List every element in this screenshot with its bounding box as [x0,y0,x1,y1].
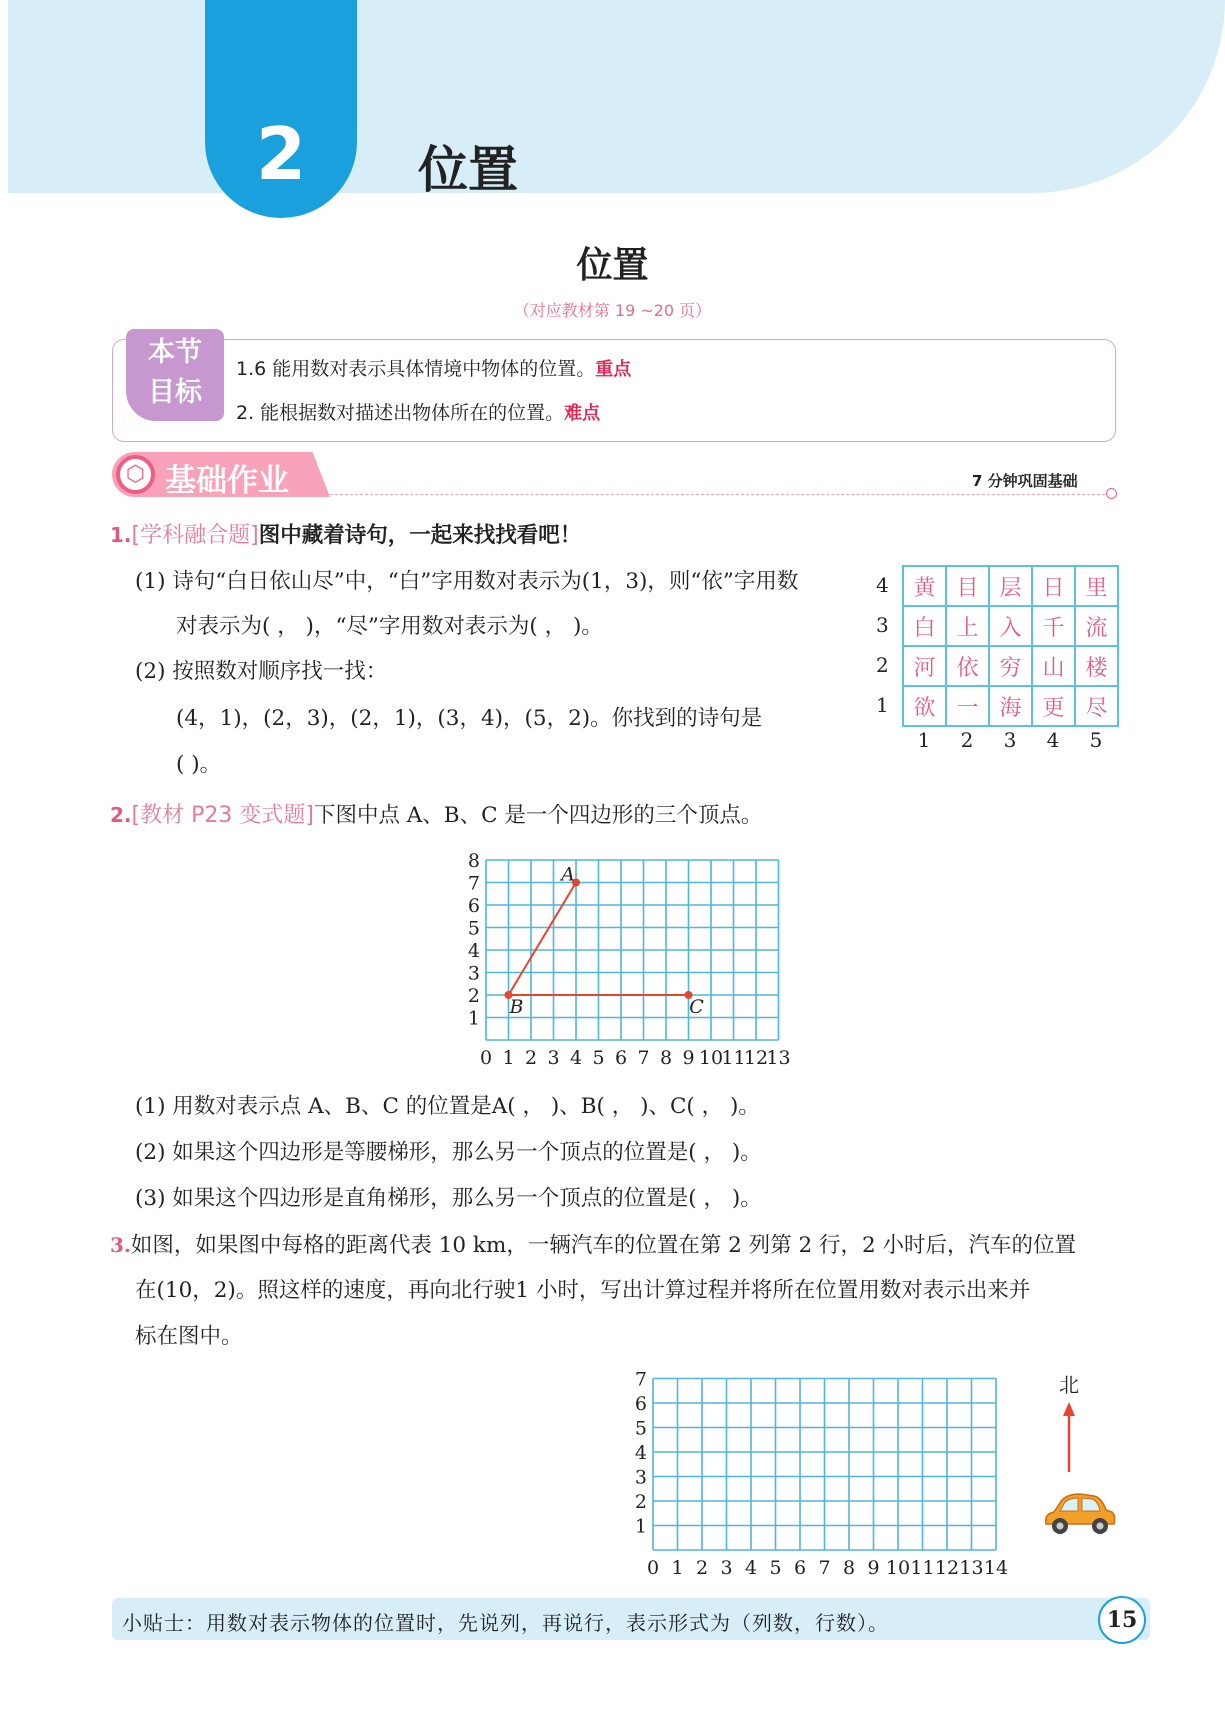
x-tick-label: 11 [721,1047,746,1069]
lesson-reference: （对应教材第 19 ~20 页） [513,301,712,320]
chapter-title: 位置 [418,141,518,199]
question-3-line2: 在(10，2)。照这样的速度，再向北行驶1 小时，写出计算过程并将所在位置用数对表示出来并 [135,1278,1031,1303]
x-tick-label: 7 [637,1047,650,1069]
poem-cell: 白 [903,606,946,646]
coordinate-grid-q2 [460,845,805,1070]
poem-x-label: 1 [917,728,931,752]
question-prompt: 下图中点 A、B、C 是一个四边形的三个顶点。 [313,803,763,828]
poem-row [903,566,1118,606]
poem-x-label: 2 [960,728,974,752]
poem-y-label: 1 [876,693,889,717]
y-tick-label: 3 [467,962,480,985]
y-tick-label: 6 [634,1393,647,1415]
y-tick-label: 5 [634,1417,647,1440]
goal-item [236,354,631,381]
x-tick-label: 9 [867,1557,880,1579]
x-tick-label: 13 [766,1047,791,1069]
x-tick-label: 8 [659,1047,673,1069]
q1-part2-line3: ( )。 [176,752,222,777]
y-tick-label: 5 [467,917,480,940]
section-divider [320,494,1110,495]
y-tick-label: 1 [634,1515,647,1538]
poem-cell: 黄 [903,566,946,606]
goals-badge-line2: 目标 [148,377,202,408]
x-tick-label: 10 [698,1047,724,1069]
x-tick-label: 14 [983,1557,1009,1579]
x-tick-label: 0 [646,1557,660,1579]
x-tick-label: 5 [769,1557,782,1579]
north-arrowhead-icon [1063,1402,1075,1416]
x-tick-label: 3 [720,1557,733,1579]
poem-cell: 依 [946,646,989,686]
poem-cell: 楼 [1075,646,1118,686]
poem-cell: 入 [989,606,1032,646]
poem-x-label: 5 [1089,728,1103,752]
poem-y-label: 2 [876,653,889,677]
poem-cell: 日 [1032,566,1075,606]
x-tick-label: 9 [682,1047,695,1069]
page-number: 15 [1098,1596,1146,1644]
x-tick-label: 1 [671,1557,684,1579]
q1-part2-line2: (4，1)，(2，3)，(2，1)，(3，4)，(5，2)。你找到的诗句是 [176,706,763,731]
goal-item [236,398,600,425]
question-text: 如图，如果图中每格的距离代表 10 km，一辆汽车的位置在第 2 列第 2 行，2 小时后，汽车的位置 [130,1233,1077,1258]
poem-y-axis [876,565,896,725]
x-tick-label: 11 [910,1557,935,1579]
poem-cell: 千 [1032,606,1075,646]
section-title: 基础作业 [165,463,289,499]
tip-text: 小贴士：用数对表示物体的位置时，先说列，再说行，表示形式为（列数，行数）。 [122,1611,889,1635]
coordinate-grid-q3 [628,1368,1048,1580]
car-icon [1040,1488,1118,1538]
question-number: 1. [110,523,132,547]
point-label: C [689,996,704,1018]
poem-y-label: 3 [876,613,889,637]
section-note: 7 分钟巩固基础 [972,472,1078,490]
goal-tag: 重点 [595,359,632,380]
q1-part2-line1: (2) 按照数对顺序找一找： [135,659,388,684]
x-tick-label: 1 [502,1047,515,1069]
x-tick-label: 13 [959,1557,984,1579]
x-tick-label: 4 [744,1557,758,1579]
cube-icon: ⬡ [116,455,155,494]
goals-badge [126,329,224,421]
x-tick-label: 7 [818,1557,831,1579]
q2-sub1: (1) 用数对表示点 A、B、C 的位置是A( ， )、B( ， )、C( ， )。 [135,1094,760,1119]
y-tick-label: 4 [467,940,480,962]
poem-row [903,646,1118,686]
y-tick-label: 7 [634,1368,647,1391]
poem-cell: 尽 [1075,686,1118,726]
y-tick-label: 2 [634,1491,647,1513]
section-divider-end [1106,488,1117,499]
poem-row [903,686,1118,726]
y-tick-label: 1 [467,1007,480,1030]
poem-cell: 里 [1075,566,1118,606]
goal-text: 2. 能根据数对描述出物体所在的位置。 [236,402,565,424]
y-tick-label: 6 [467,895,480,917]
q1-part1-line1: (1) 诗句“白日依山尽”中，“白”字用数对表示为(1，3)，则“依”字用数 [135,569,799,594]
point-label: B [509,996,524,1018]
x-tick-label: 5 [592,1047,605,1069]
y-tick-label: 7 [467,872,480,895]
question-1-heading [110,520,581,551]
question-tag: [教材 P23 变式题] [131,803,314,828]
edge-line [509,883,577,996]
poem-cell: 穷 [989,646,1032,686]
poem-x-label: 4 [1046,728,1060,752]
poem-cell: 目 [946,566,989,606]
x-tick-label: 8 [842,1557,856,1579]
x-tick-label: 4 [569,1047,583,1069]
poem-cell: 海 [989,686,1032,726]
question-3-line3: 标在图中。 [135,1324,243,1349]
goals-badge-line1: 本节 [148,337,202,368]
question-prompt: 图中藏着诗句，一起来找找看吧！ [258,523,582,548]
poem-cell: 河 [903,646,946,686]
q1-part1-line2: 对表示为( ， )，“尽”字用数对表示为( ， )。 [176,614,603,639]
poem-cell: 欲 [903,686,946,726]
y-tick-label: 3 [634,1466,647,1489]
north-label: 北 [1059,1373,1079,1397]
y-tick-label: 8 [467,850,480,872]
poem-cell: 更 [1032,686,1075,726]
goal-text: 1.6 能用数对表示具体情境中物体的位置。 [236,358,596,380]
question-number: 2. [110,803,132,827]
poem-table [902,565,1119,727]
x-tick-label: 6 [614,1047,628,1069]
x-tick-label: 0 [479,1047,493,1069]
poem-cell: 山 [1032,646,1075,686]
poem-y-label: 4 [876,573,889,597]
question-2-heading [110,800,762,831]
q2-sub2: (2) 如果这个四边形是等腰梯形，那么另一个顶点的位置是( ， )。 [135,1140,762,1165]
poem-cell: 一 [946,686,989,726]
y-tick-label: 4 [634,1442,647,1464]
chapter-banner [8,0,1225,193]
poem-cell: 层 [989,566,1032,606]
x-tick-label: 10 [885,1557,911,1579]
q2-sub3: (3) 如果这个四边形是直角梯形，那么另一个顶点的位置是( ， )。 [135,1186,762,1211]
north-compass [1046,1372,1092,1502]
x-tick-label: 12 [934,1557,960,1579]
question-tag: [学科融合题] [131,523,259,548]
poem-x-label: 3 [1003,728,1017,752]
x-tick-label: 6 [793,1557,807,1579]
question-3-line1 [110,1230,1076,1261]
poem-grid [872,565,1119,727]
point-label: A [561,863,575,886]
x-tick-label: 3 [547,1047,560,1069]
poem-row [903,606,1118,646]
chapter-number: 2 [255,112,307,196]
lesson-title: 位置 [576,245,649,286]
x-tick-label: 2 [524,1047,538,1069]
y-tick-label: 2 [467,985,480,1007]
x-tick-label: 12 [743,1047,769,1069]
poem-cell: 流 [1075,606,1118,646]
poem-cell: 上 [946,606,989,646]
question-number: 3. [110,1233,131,1257]
x-tick-label: 2 [695,1557,709,1579]
goal-tag: 难点 [564,403,601,424]
